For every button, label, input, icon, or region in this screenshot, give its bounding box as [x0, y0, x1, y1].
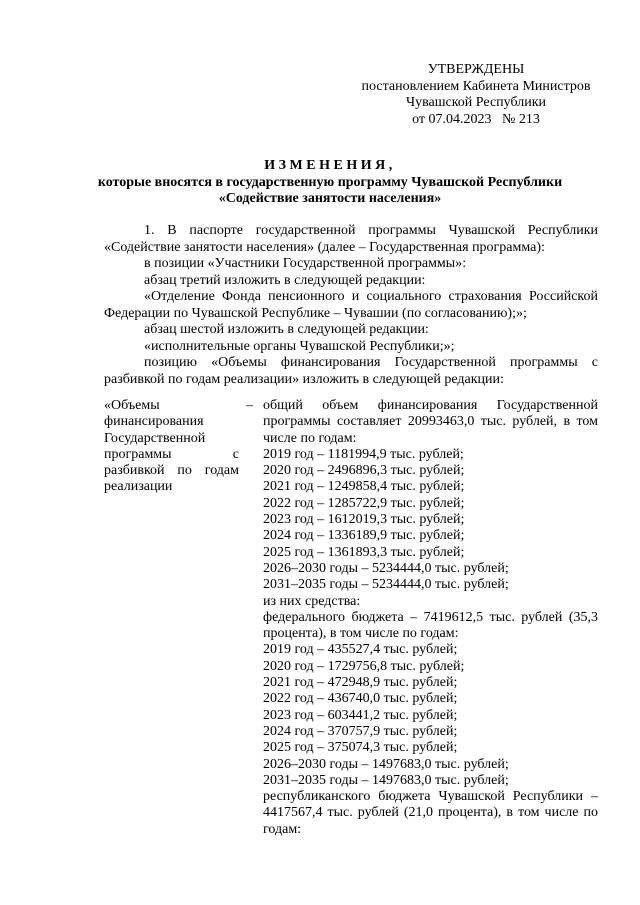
funding-line: общий объем финансирования Государственной программы составляет 20993463,0 тыс. рублей, в том числе по годам: [263, 398, 598, 446]
funding-line: 2026–2030 годы – 1497683,0 тыс. рублей; [263, 756, 509, 772]
approval-date: от 07.04.2023 № 213 [412, 111, 540, 127]
funding-line: 2024 год – 370757,9 тыс. рублей; [263, 723, 458, 739]
funding-line: республиканского бюджета Чувашской Республики – 4417567,4 тыс. рублей (21,0 процента), в том числе по годам: [263, 789, 598, 837]
funding-line: 2023 год – 603441,2 тыс. рублей; [263, 707, 458, 723]
approval-line: постановлением Кабинета Министров [361, 78, 591, 94]
funding-line: 2024 год – 1336189,9 тыс. рублей; [263, 528, 465, 544]
funding-line: 2031–2035 годы – 5234444,0 тыс. рублей; [263, 577, 509, 593]
funding-line: 2025 год – 375074,3 тыс. рублей; [263, 740, 458, 756]
funding-line: федерального бюджета – 7419612,5 тыс. рублей (35,3 процента), в том числе по годам: [263, 609, 598, 642]
funding-line: 2031–2035 годы – 1497683,0 тыс. рублей; [263, 772, 509, 788]
funding-line: 2021 год – 472948,9 тыс. рублей; [263, 675, 458, 691]
funding-details [263, 398, 598, 838]
funding-line: 2021 год – 1249858,4 тыс. рублей; [263, 479, 465, 495]
funding-line: 2019 год – 1181994,9 тыс. рублей; [263, 446, 464, 462]
paragraph: в позиции «Участники Государственной программы»: [144, 256, 467, 271]
paragraph: «Отделение Фонда пенсионного и социального страхования Российской Федерации по Чувашской Республике – Чувашии (по согласованию);»; [104, 289, 598, 321]
separator-dash: – [246, 398, 253, 413]
paragraph: абзац третий изложить в следующей редакции: [144, 272, 426, 288]
funding-line: 2020 год – 2496896,3 тыс. рублей; [263, 463, 465, 479]
title-heading: ИЗМЕНЕНИЯ, [264, 158, 396, 173]
funding-line: 2022 год – 1285722,9 тыс. рублей; [263, 495, 465, 511]
title-line: которые вносятся в государственную программу Чувашской Республики [97, 174, 563, 190]
document-title [60, 158, 600, 208]
approval-line: Чувашской Республики [405, 95, 547, 110]
approval-stamp [356, 62, 596, 128]
paragraph: 1. В паспорте государственной программы Чувашской Республики «Содействие занятости населения» (далее – Государственная программа): [104, 223, 598, 255]
paragraph: «исполнительные органы Чувашской Республики;»; [144, 338, 455, 354]
approval-heading: УТВЕРЖДЕНЫ [427, 62, 525, 77]
title-line: «Содействие занятости населения» [218, 191, 442, 206]
paragraph: позицию «Объемы финансирования Государственной программы с разбивкой по годам реализации» изложить в следующей редакции: [104, 355, 598, 387]
funding-line: 2023 год – 1612019,3 тыс. рублей; [263, 512, 465, 528]
funding-line: 2020 год – 1729756,8 тыс. рублей; [263, 658, 465, 674]
funding-label: «Объемы финансирования Государственной программы с разбивкой по годам реализации [104, 398, 239, 495]
funding-line: из них средства: [263, 593, 361, 609]
funding-line: 2019 год – 435527,4 тыс. рублей; [263, 642, 458, 658]
document-body [104, 223, 598, 388]
funding-line: 2025 год – 1361893,3 тыс. рублей; [263, 544, 465, 560]
funding-line: 2026–2030 годы – 5234444,0 тыс. рублей; [263, 560, 509, 576]
paragraph: абзац шестой изложить в следующей редакции: [144, 322, 429, 337]
funding-line: 2022 год – 436740,0 тыс. рублей; [263, 691, 458, 707]
